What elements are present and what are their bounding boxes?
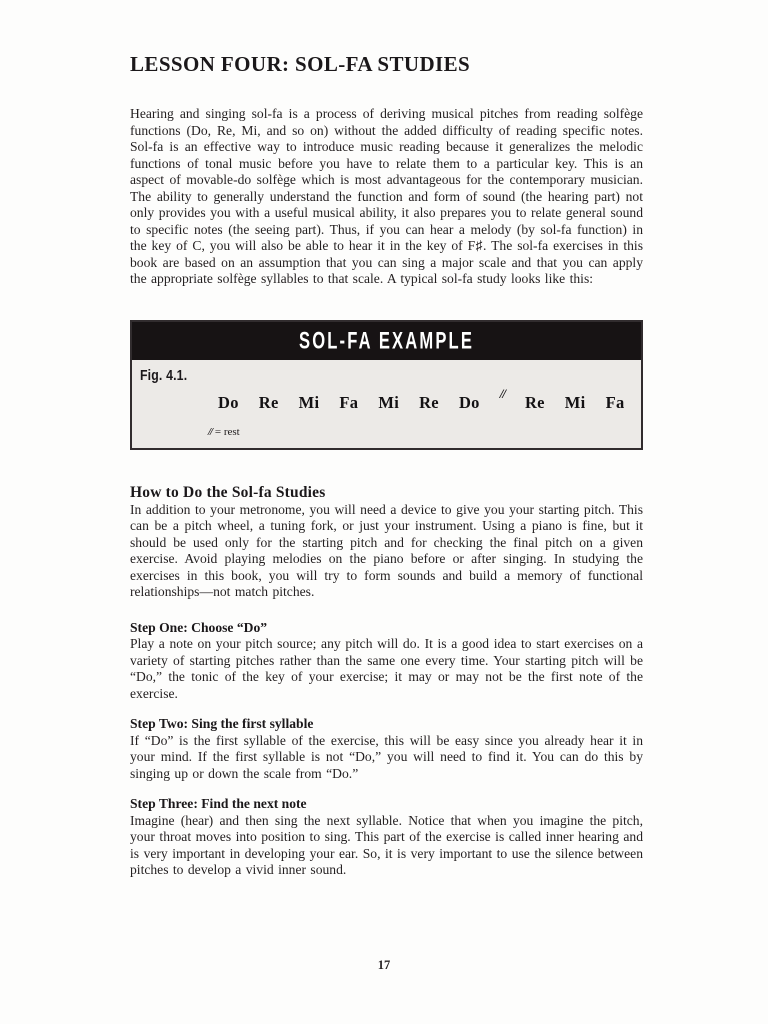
syllable: Fa	[339, 392, 359, 412]
syllable: Do	[218, 392, 239, 412]
step-block-three	[130, 796, 643, 879]
intro-paragraph: Hearing and singing sol-fa is a process of deriving musical pitches from reading solfège functions (Do, Re, Mi, and so on) without the added difficulty of reading specific notes. Sol-fa is an effective way to introduce music reading because it generalizes the melodic functions of tonal music before you have to relate them to a particular key. This is an aspect of movable-do solfège which is most advantageous for the contemporary musician. The ability to generally understand the function and form of sound (the hearing part) not only provides you with a useful musical ability, it also prepares you to relate general sound to specific notes (the seeing part). Thus, if you can hear a melody (by sol-fa function) in the key of C, you will also be able to hear it in the key of F♯. The sol-fa exercises in this book are based on an assumption that you can sing a major scale and that you can apply the appropriate solfège syllables to that scale. A typical sol-fa study looks like this:	[130, 106, 643, 286]
howto-paragraph: In addition to your metronome, you will need a device to give you your starting pitch. This can be a pitch wheel, a tuning fork, or just your instrument. Using a piano is fine, but it should be used only for the starting pitch and for checking the final pitch on a given exercise. Avoid playing melodies on the piano before or after singing. In studying the exercises in this book, you will try to form sounds and build a memory of functional relationships—not match pitches.	[130, 501, 643, 599]
solfa-syllable-row	[206, 385, 631, 418]
rest-legend-symbol: //	[208, 425, 213, 438]
syllable: Re	[258, 392, 279, 412]
syllable: Mi	[298, 392, 320, 412]
howto-heading: How to Do the Sol-fa Studies	[130, 483, 326, 501]
example-box-title: SOL-FA EXAMPLE	[298, 326, 475, 354]
solfa-example-box	[130, 320, 643, 450]
step-block-one	[130, 620, 643, 703]
step-paragraph: If “Do” is the first syllable of the exercise, this will be easy since you already hear it in your mind. If the first syllable is not “Do,” you will need to find it. You can do this by singing up or down the scale from “Do.”	[130, 732, 643, 781]
example-box-body	[132, 360, 641, 448]
step-heading: Step Two: Sing the first syllable	[130, 716, 314, 731]
syllable: Re	[419, 392, 439, 412]
syllable: Fa	[605, 392, 625, 412]
syllable: Do	[458, 392, 480, 412]
step-heading: Step One: Choose “Do”	[130, 619, 268, 635]
step-paragraph: Play a note on your pitch source; any pitch will do. It is a good idea to start exercises on a variety of starting pitches rather than the same one every time. Your starting pitch will be “Do,” the tonic of the key of your exercise; it may or may not be the first note of the exercise.	[130, 636, 643, 701]
example-box-header	[132, 322, 641, 360]
rest-legend-text: = rest	[214, 425, 240, 438]
page-number: 17	[377, 958, 391, 972]
page-title: LESSON FOUR: SOL-FA STUDIES	[130, 52, 471, 76]
step-heading: Step Three: Find the next note	[130, 796, 307, 811]
rest-icon: //	[499, 385, 505, 401]
syllable: Re	[524, 392, 545, 412]
syllable: Mi	[564, 392, 586, 412]
syllable: Mi	[378, 392, 400, 412]
rest-legend	[208, 426, 631, 438]
figure-label: Fig. 4.1.	[140, 366, 188, 384]
step-block-two	[130, 716, 643, 782]
step-paragraph: Imagine (hear) and then sing the next syllable. Notice that when you imagine the pitch, your throat moves into position to sing. This part of the exercise is called inner hearing and is very important in developing your ear. So, it is very important to use the silence between pitches to develop a vivid inner sound.	[130, 812, 643, 877]
